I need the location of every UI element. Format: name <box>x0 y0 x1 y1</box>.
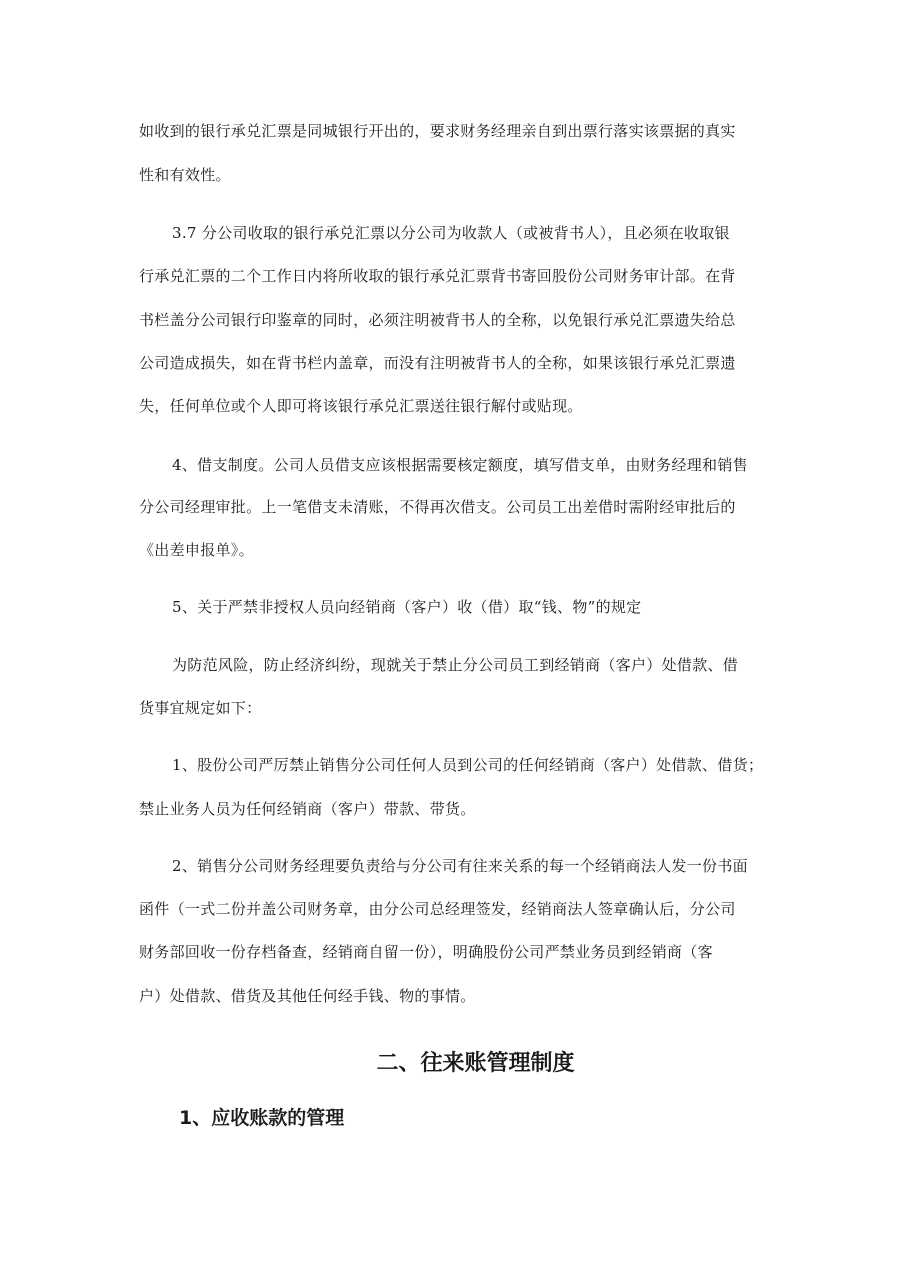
paragraph-line: 分公司经理审批。上一笔借支未清账，不得再次借支。公司员工出差借时需附经审批后的 <box>139 498 736 516</box>
paragraph-line: 《出差申报单》。 <box>139 541 254 559</box>
paragraph-line: 失，任何单位或个人即可将该银行承兑汇票送往银行解付或贴现。 <box>139 397 583 415</box>
paragraph-line: 5、关于严禁非授权人员向经销商（客户）收（借）取“钱、物”的规定 <box>172 598 642 616</box>
paragraph-line: 财务部回收一份存档备查，经销商自留一份），明确股份公司严禁业务员到经销商（客 <box>139 943 713 961</box>
paragraph-line: 1、股份公司严厉禁止销售分公司任何人员到公司的任何经销商（客户）处借款、借货； <box>172 756 764 774</box>
paragraph-line: 货事宜规定如下： <box>139 699 262 717</box>
paragraph-line: 2、销售分公司财务经理要负责给与分公司有往来关系的每一个经销商法人发一份书面 <box>172 857 748 875</box>
paragraph-line: 3.7 分公司收取的银行承兑汇票以分公司为收款人（或被背书人），且必须在收取银 <box>172 224 730 242</box>
paragraph-line: 函件（一式二份并盖公司财务章，由分公司总经理签发，经销商法人签章确认后，分公司 <box>139 900 736 918</box>
paragraph-line: 行承兑汇票的二个工作日内将所收取的银行承兑汇票背书寄回股份公司财务审计部。在背 <box>139 267 736 285</box>
paragraph-line: 禁止业务人员为任何经销商（客户）带款、带货。 <box>139 800 476 818</box>
paragraph-line: 为防范风险，防止经济纠纷，现就关于禁止分公司员工到经销商（客户）处借款、借 <box>172 656 739 674</box>
paragraph-line: 户）处借款、借货及其他任何经手钱、物的事情。 <box>139 987 476 1005</box>
paragraph-line: 性和有效性。 <box>139 166 231 184</box>
paragraph-line: 如收到的银行承兑汇票是同城银行开出的，要求财务经理亲自到出票行落实该票据的真实 <box>139 122 736 140</box>
paragraph-line: 书栏盖分公司银行印鉴章的同时，必须注明被背书人的全称，以免银行承兑汇票遗失给总 <box>139 311 736 329</box>
paragraph-line: 4、借支制度。公司人员借支应该根据需要核定额度，填写借支单，由财务经理和销售 <box>172 456 748 474</box>
subsection-heading: 1、应收账款的管理 <box>179 1107 345 1129</box>
section-heading: 二、往来账管理制度 <box>376 1051 575 1076</box>
paragraph-line: 公司造成损失，如在背书栏内盖章，而没有注明被背书人的全称，如果该银行承兑汇票遗 <box>139 354 736 372</box>
